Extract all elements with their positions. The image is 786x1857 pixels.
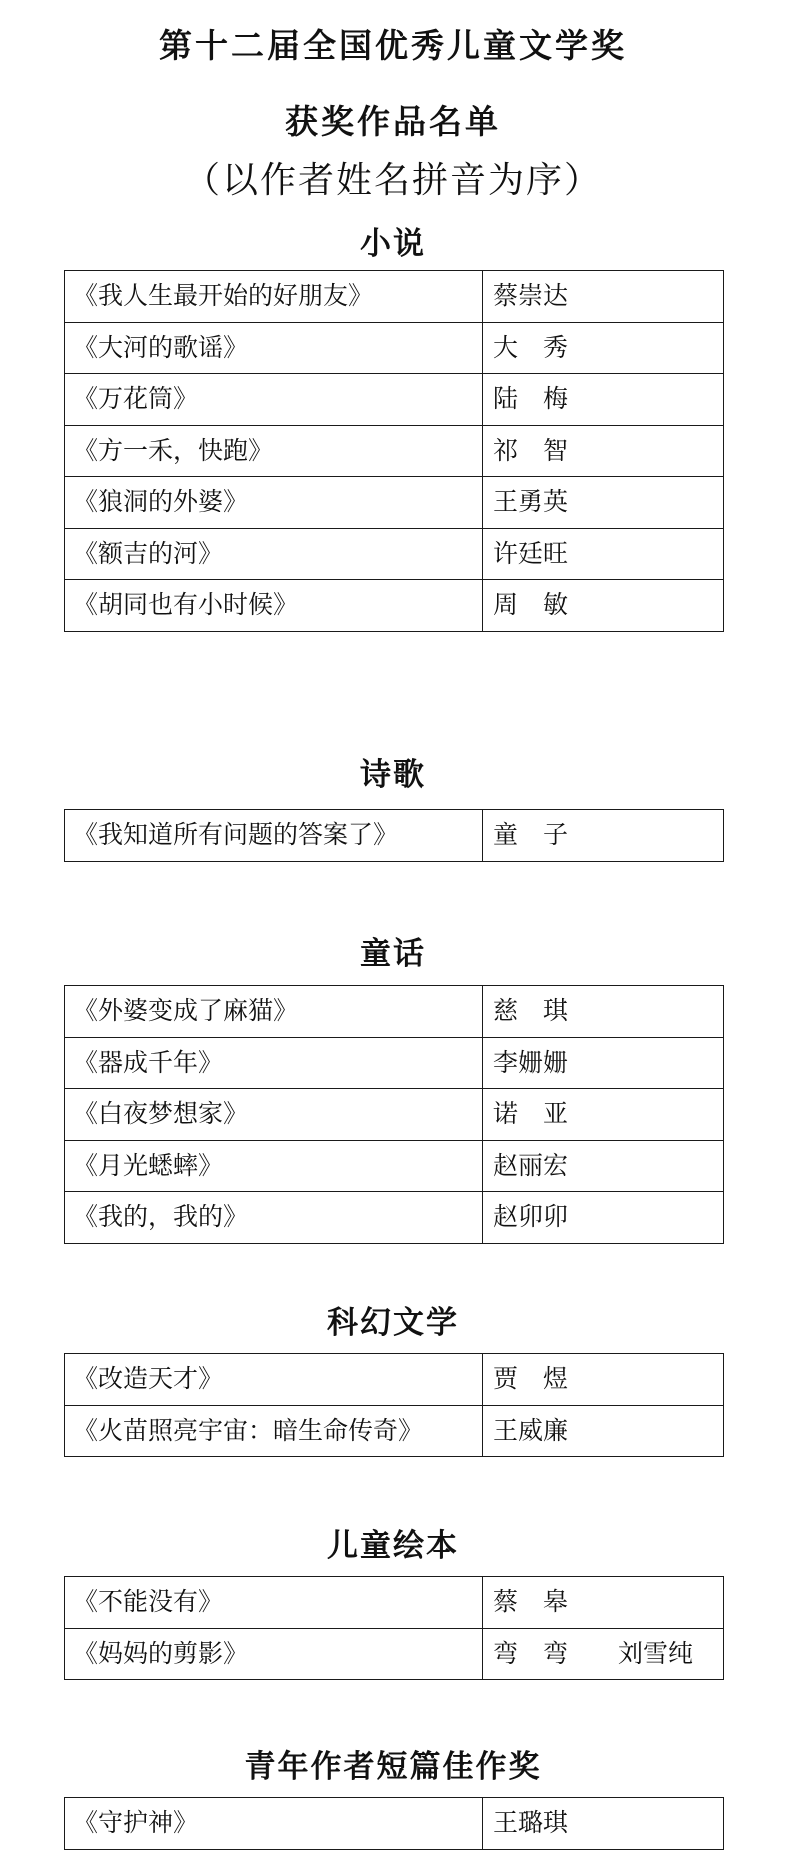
table-row [65, 323, 723, 375]
author-name: 李姗姗 [493, 1047, 569, 1077]
author-name: 慈 琪 [493, 996, 569, 1025]
author-name: 贾 煜 [493, 1364, 569, 1393]
work-title: 《我知道所有问题的答案了》 [65, 810, 483, 861]
section-title: 诗歌 [360, 757, 426, 793]
table-row [65, 477, 723, 529]
section-poetry [0, 753, 786, 797]
work-title: 《额吉的河》 [65, 529, 483, 580]
author-name: 王勇英 [493, 487, 569, 516]
work-title: 《器成千年》 [65, 1038, 483, 1089]
work-title: 《白夜梦想家》 [65, 1089, 483, 1140]
section-title: 童话 [360, 936, 426, 972]
work-title: 《胡同也有小时候》 [65, 580, 483, 631]
author-name: 赵丽宏 [493, 1150, 569, 1180]
author-name: 弯 弯 刘雪纯 [493, 1638, 694, 1668]
work-title: 《狼洞的外婆》 [65, 477, 483, 528]
section-fairy-tale [0, 932, 786, 976]
table-row [65, 1141, 723, 1193]
author-name: 陆 梅 [493, 384, 569, 413]
section-title: 儿童绘本 [327, 1528, 459, 1564]
page-title: 第十二届全国优秀儿童文学奖 [159, 26, 627, 65]
table-row [65, 1798, 723, 1850]
author-name: 诺 亚 [493, 1099, 569, 1128]
work-title: 《改造天才》 [65, 1354, 483, 1405]
work-title: 《万花筒》 [65, 374, 483, 425]
author-name: 童 子 [493, 820, 569, 849]
table-row [65, 1038, 723, 1090]
author-name: 赵卯卯 [493, 1202, 569, 1231]
work-title: 《大河的歌谣》 [65, 323, 483, 374]
work-title: 《守护神》 [65, 1798, 483, 1849]
author-name: 大 秀 [493, 332, 569, 362]
work-title: 《外婆变成了麻猫》 [65, 986, 483, 1037]
author-name: 祁 智 [493, 435, 569, 465]
work-title: 《不能没有》 [65, 1577, 483, 1628]
work-title: 《火苗照亮宇宙：暗生命传奇》 [65, 1406, 483, 1457]
section-science-fiction [0, 1301, 786, 1345]
work-title: 《月光蟋蟀》 [65, 1141, 483, 1192]
author-name: 周 敏 [493, 590, 569, 619]
section-title: 科幻文学 [327, 1305, 459, 1341]
award-table-fairy-tale [64, 985, 724, 1244]
section-title: 青年作者短篇佳作奖 [244, 1749, 542, 1785]
table-row [65, 271, 723, 323]
section-fiction [0, 222, 786, 266]
table-row [65, 1089, 723, 1141]
table-row [65, 1406, 723, 1458]
work-title: 《我的，我的》 [65, 1192, 483, 1243]
award-table-poetry [64, 809, 724, 862]
author-name: 蔡崇达 [493, 281, 569, 310]
award-table-picture-book [64, 1576, 724, 1680]
work-title: 《妈妈的剪影》 [65, 1629, 483, 1680]
table-row [65, 986, 723, 1038]
award-table-young-author [64, 1797, 724, 1850]
table-row [65, 1354, 723, 1406]
table-row [65, 374, 723, 426]
author-name: 蔡 皋 [493, 1587, 569, 1616]
page-subtitle: 获奖作品名单 [285, 102, 501, 141]
work-title: 《我人生最开始的好朋友》 [65, 271, 483, 322]
table-row [65, 580, 723, 632]
author-name: 许廷旺 [493, 538, 569, 568]
author-name: 王璐琪 [493, 1808, 569, 1837]
award-table-science-fiction [64, 1353, 724, 1457]
award-table-fiction [64, 270, 724, 632]
section-picture-book [0, 1524, 786, 1568]
table-row [65, 1192, 723, 1244]
author-name: 王威廉 [493, 1415, 569, 1445]
table-row [65, 810, 723, 862]
table-row [65, 1577, 723, 1629]
sort-order-note: （以作者姓名拼音为序） [183, 160, 602, 201]
table-row [65, 529, 723, 581]
section-young-author-award [0, 1745, 786, 1789]
section-title: 小说 [360, 226, 426, 262]
table-row [65, 426, 723, 478]
table-row [65, 1629, 723, 1681]
work-title: 《方一禾，快跑》 [65, 426, 483, 477]
